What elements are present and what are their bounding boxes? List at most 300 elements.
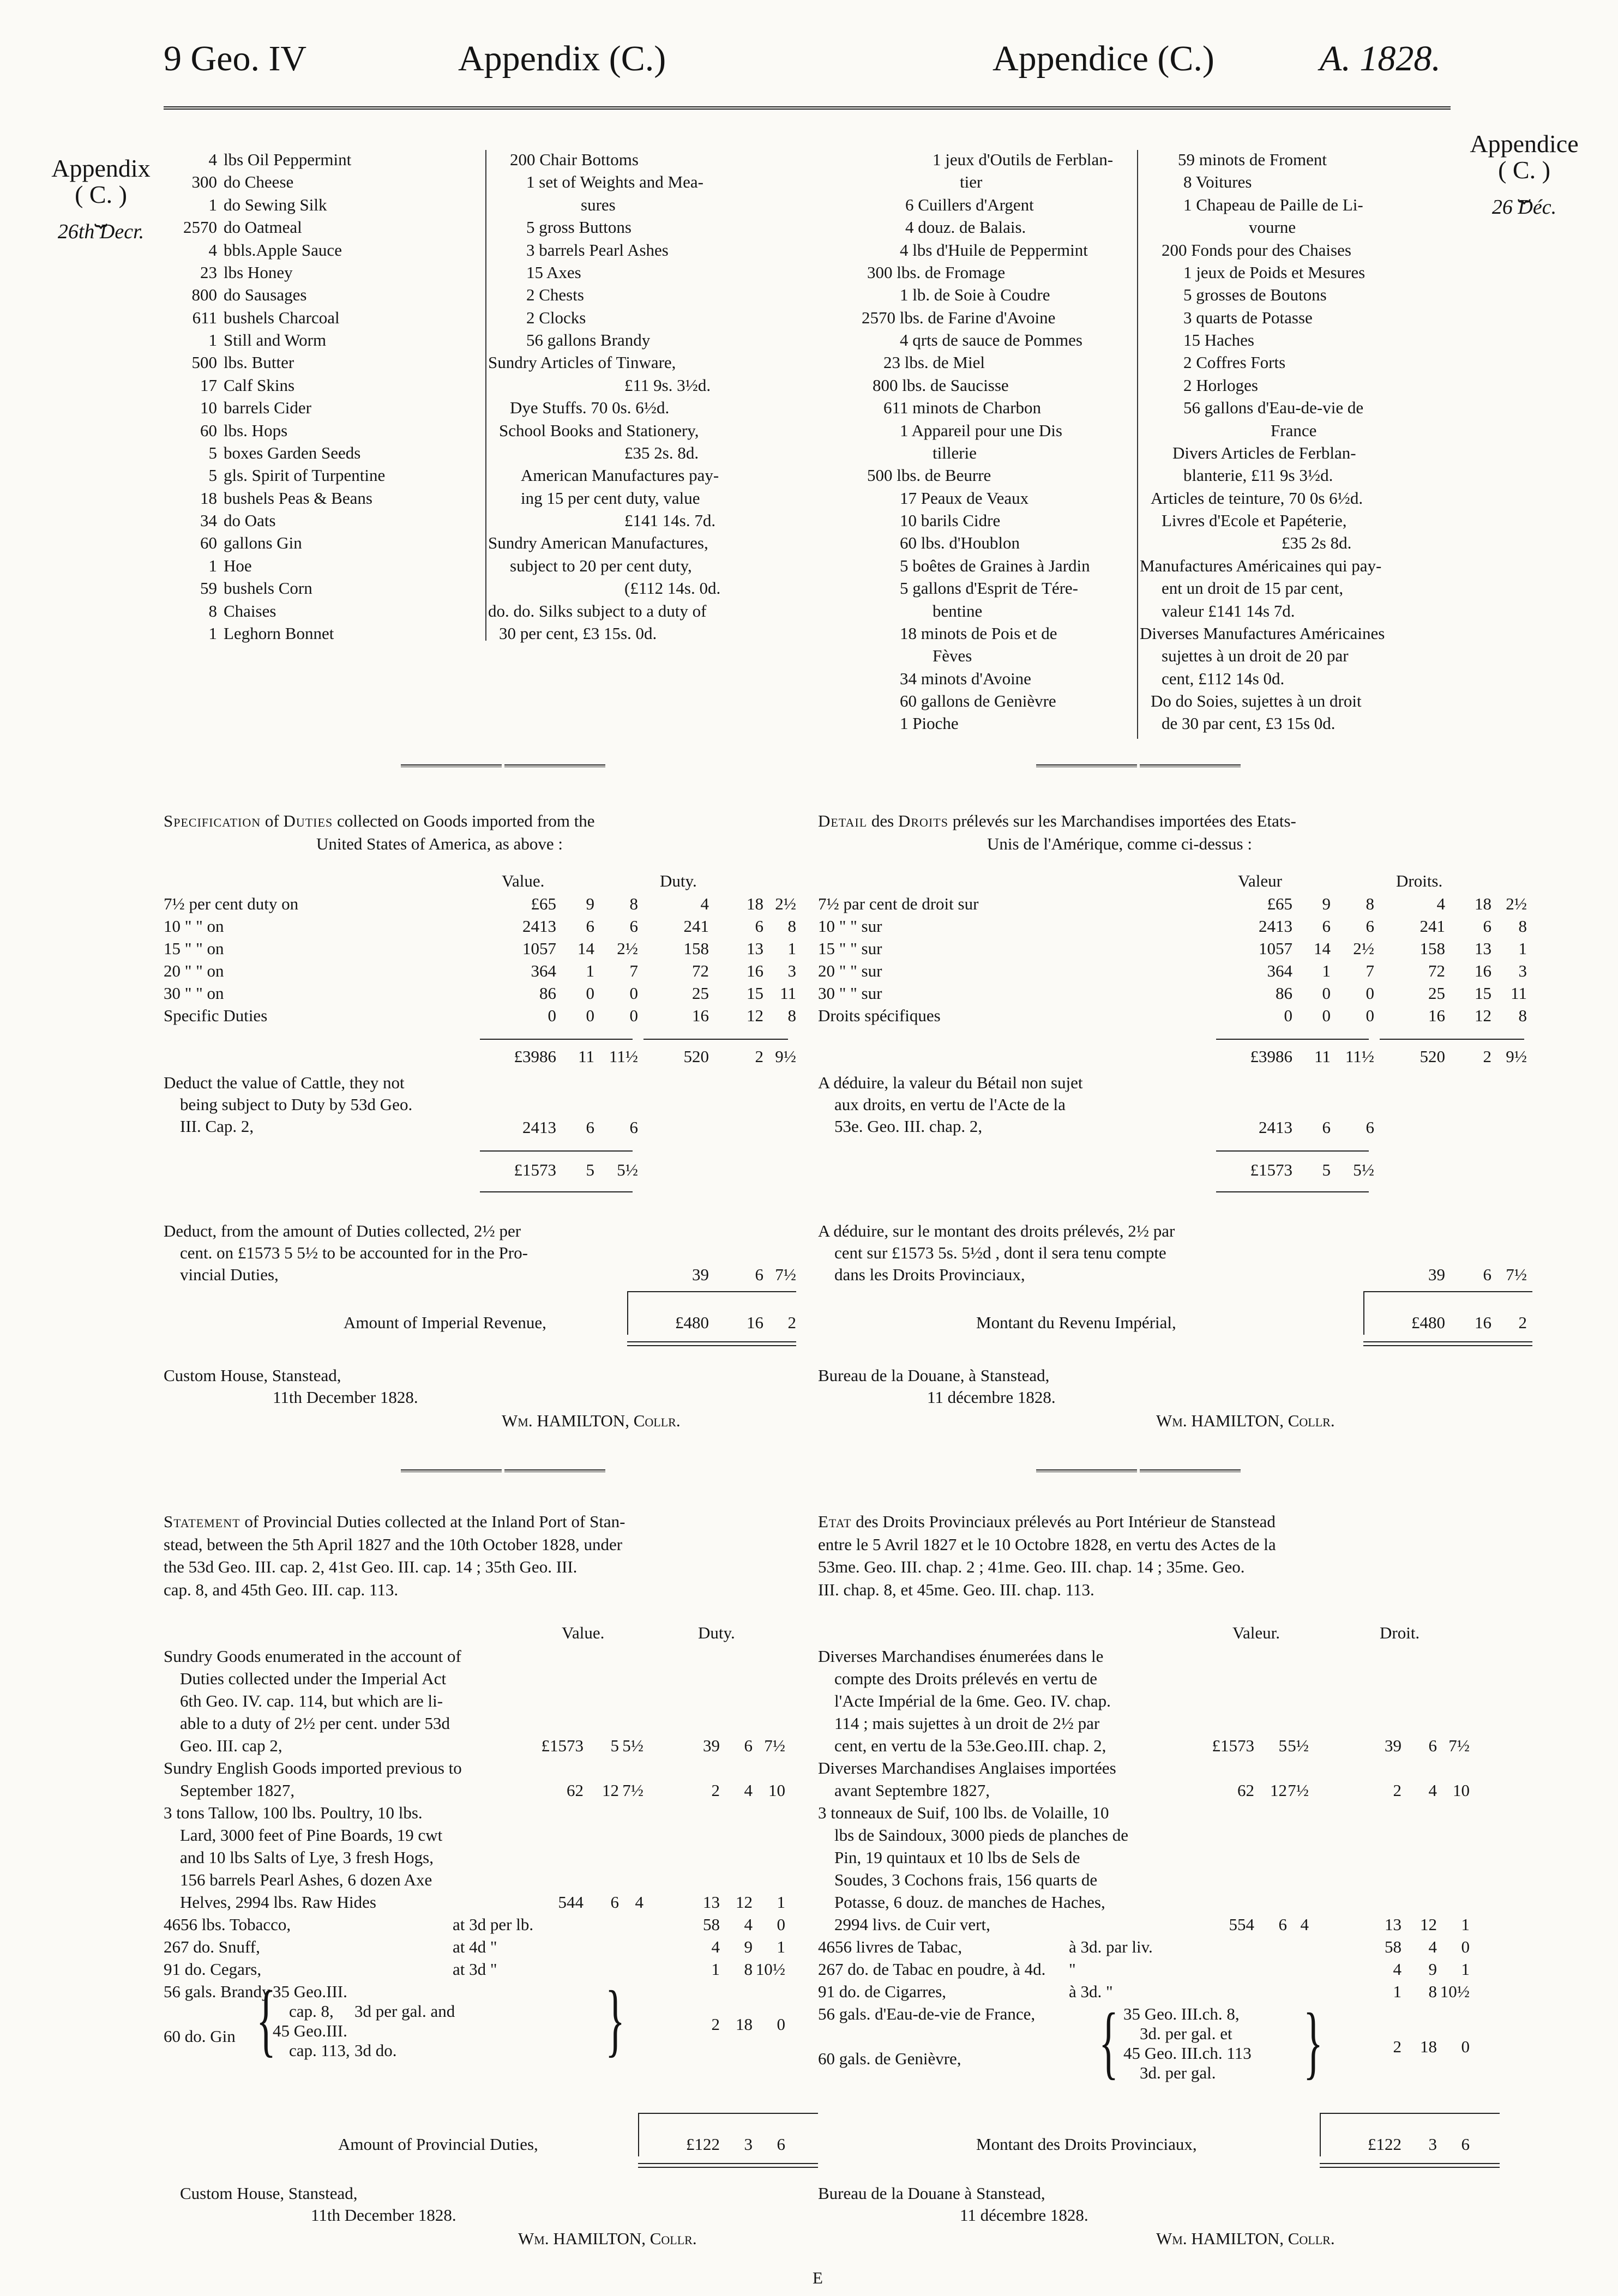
list-item: subject to 20 per cent duty, xyxy=(510,556,692,575)
sum-rule xyxy=(1363,1291,1532,1292)
brace-icon: { xyxy=(256,1974,276,2065)
list-item: 23 lbs. de Miel xyxy=(883,353,985,372)
tobacco-rate: at 3d per lb. xyxy=(453,1915,534,1934)
tobacco-item: 267 do. de Tabac en poudre, à 4d. xyxy=(818,1960,1046,1979)
spec-en-title-word: Specification xyxy=(164,811,261,830)
deduct-duties-line: vincial Duties, xyxy=(180,1265,279,1284)
value-cell: 6 xyxy=(610,1893,619,1912)
act-reference: 45 Geo.III. xyxy=(273,2021,347,2040)
duty-cell: 13 xyxy=(747,939,763,958)
list-item xyxy=(164,396,485,419)
sum-rule xyxy=(480,1150,633,1152)
item-description: boxes Garden Seeds xyxy=(224,443,361,462)
duty-cell: 9 xyxy=(1428,1960,1437,1979)
deduct-amount: 6 xyxy=(755,1265,763,1284)
margin-right-sub: ( C. ) xyxy=(1498,156,1550,184)
duty-cell: 13 xyxy=(703,1893,720,1912)
duty-cell: 4 xyxy=(1393,1960,1402,1979)
prov-fr-title xyxy=(818,1510,1456,1601)
imperial-amount: 2 xyxy=(1518,1313,1527,1332)
duty-cell: 1 xyxy=(787,939,796,958)
duty-cell: 12 xyxy=(1475,1006,1491,1025)
imperial-amount: 16 xyxy=(1475,1313,1491,1332)
spirits-item: 60 do. Gin xyxy=(164,2027,236,2046)
list-item xyxy=(164,306,485,329)
value-cell: 0 xyxy=(1366,984,1374,1003)
section-rule xyxy=(1140,764,1241,767)
value-cell: 9 xyxy=(586,894,594,913)
item-line: Diverses Marchandises énumerées dans le xyxy=(818,1647,1104,1666)
list-item: ing 15 per cent duty, value xyxy=(521,488,700,508)
value-cell: 86 xyxy=(539,984,556,1003)
act-reference: cap. 8, xyxy=(289,2002,334,2021)
duty-cell: 7½ xyxy=(1448,1736,1470,1755)
tobacco-rate: à 3d. " xyxy=(1069,1982,1113,2001)
sum-rule xyxy=(1320,2167,1500,2168)
spirits-item: 56 gals. d'Eau-de-vie de France, xyxy=(818,2004,1036,2023)
value-cell: 0 xyxy=(629,1006,638,1025)
list-item: ent un droit de 15 par cent, xyxy=(1162,578,1344,598)
provincial-total-label: Montant des Droits Provinciaux, xyxy=(976,2135,1197,2154)
value-cell: 5 xyxy=(610,1736,619,1755)
list-item: 18 minots de Pois et de xyxy=(900,623,1057,643)
value-cell: 5½ xyxy=(622,1736,643,1755)
list-item: 1 jeux de Poids et Mesures xyxy=(1183,262,1366,282)
list-item: 30 per cent, £3 15s. 0d. xyxy=(499,623,657,643)
net-value: £1573 xyxy=(1250,1160,1292,1179)
duty-cell: 18 xyxy=(747,894,763,913)
provincial-total: £122 xyxy=(686,2135,720,2154)
list-item: 500 lbs. de Beurre xyxy=(867,466,991,485)
list-item: Divers Articles de Ferblan- xyxy=(1172,443,1356,462)
tobacco-item: 91 do. de Cigarres, xyxy=(818,1982,947,2001)
list-item: tier xyxy=(960,172,983,192)
list-item: 5 boêtes de Graines à Jardin xyxy=(900,556,1090,575)
total-value: 11½ xyxy=(1345,1047,1374,1066)
column-header-duty: Droit. xyxy=(1380,1623,1420,1642)
duty-cell: 39 xyxy=(703,1736,720,1755)
list-item xyxy=(164,239,485,261)
duty-cell: 4 xyxy=(1428,1781,1437,1800)
duty-cell: 1 xyxy=(777,1937,785,1956)
value-cell: 1057 xyxy=(1259,939,1292,958)
item-quantity: 4 xyxy=(208,150,217,169)
list-item: £35 2s 8d. xyxy=(1282,533,1352,553)
list-item: (£112 14s. 0d. xyxy=(624,578,721,598)
list-item xyxy=(164,532,485,554)
spec-en-title-duties: Duties xyxy=(283,811,333,830)
header-appendix-en: Appendix (C.) xyxy=(458,39,666,79)
list-item: 5 grosses de Boutons xyxy=(1183,285,1327,305)
total-value: £3986 xyxy=(514,1047,556,1066)
cattle-value: 6 xyxy=(629,1118,638,1137)
value-cell: 62 xyxy=(567,1781,584,1800)
duty-cell: 12 xyxy=(1420,1915,1437,1934)
item-quantity: 17 xyxy=(200,375,217,395)
deduct-duties-line: Deduct, from the amount of Duties collected, 2½ per xyxy=(164,1221,521,1240)
running-header xyxy=(164,38,1451,87)
item-line: Potasse, 6 douz. de manches de Haches, xyxy=(834,1893,1105,1912)
prov-fr-title-line: 53me. Geo. III. chap. 2 ; 41me. Geo. III. chap. 14 ; 35me. Geo. xyxy=(818,1557,1245,1577)
item-line: Sundry English Goods imported previous to xyxy=(164,1758,462,1777)
item-quantity: 1 xyxy=(208,330,217,349)
imperial-revenue-label: Amount of Imperial Revenue, xyxy=(344,1313,546,1332)
deduct-cattle-line: aux droits, en vertu de l'Acte de la xyxy=(834,1095,1066,1114)
sum-rule xyxy=(1320,2163,1500,2164)
sum-rule xyxy=(627,1291,796,1292)
duty-cell: 6 xyxy=(755,917,763,936)
list-item: valeur £141 14s 7d. xyxy=(1162,601,1295,620)
list-item: 1 Appareil pour une Dis xyxy=(900,420,1062,440)
prov-en-title-line: the 53d Geo. III. cap. 2, 41st Geo. III. cap. 14 ; 35th Geo. III. xyxy=(164,1557,578,1577)
value-cell: 12 xyxy=(1270,1781,1287,1800)
duty-cell: 241 xyxy=(1419,917,1445,936)
deduct-cattle-line: 53e. Geo. III. chap. 2, xyxy=(834,1117,983,1136)
act-reference: cap. 113, xyxy=(289,2041,350,2060)
total-duty: 9½ xyxy=(1506,1047,1527,1066)
provincial-total: 3 xyxy=(1428,2135,1437,2154)
section-rule xyxy=(1036,764,1137,767)
collector-signature: Wm. HAMILTON, Collr. xyxy=(1156,2229,1335,2248)
collector-signature: Wm. HAMILTON, Collr. xyxy=(1156,1411,1335,1430)
column-header-value: Valeur xyxy=(1238,871,1282,890)
tobacco-item: 267 do. Snuff, xyxy=(164,1937,260,1956)
duty-cell: 6 xyxy=(744,1736,753,1755)
value-cell: 6 xyxy=(629,917,638,936)
duty-cell: 25 xyxy=(692,984,709,1003)
value-cell: 5½ xyxy=(1288,1736,1309,1755)
duty-cell: 4 xyxy=(1428,1937,1437,1956)
deduct-amount: 39 xyxy=(1428,1265,1445,1284)
rate-label: 15 " " sur xyxy=(818,939,882,958)
column-header-value: Value. xyxy=(562,1623,605,1642)
item-quantity: 800 xyxy=(191,285,217,305)
duty-cell: 11 xyxy=(1511,984,1527,1003)
deduct-duties-line: dans les Droits Provinciaux, xyxy=(834,1265,1025,1284)
value-cell: 364 xyxy=(531,961,556,980)
spec-en-title-of: of xyxy=(264,811,279,830)
duty-cell: 1 xyxy=(1393,1982,1402,2001)
list-item: School Books and Stationery, xyxy=(499,420,699,440)
item-quantity: 5 xyxy=(208,466,217,485)
column-divider xyxy=(485,150,486,641)
act-reference: 3d. per gal. et xyxy=(1140,2024,1232,2043)
item-quantity: 10 xyxy=(200,398,217,418)
list-item: 611 minots de Charbon xyxy=(883,398,1042,418)
list-item: 2 Coffres Forts xyxy=(1183,353,1286,372)
duty-cell: 15 xyxy=(1475,984,1491,1003)
duty-cell: 1 xyxy=(777,1893,785,1912)
imperial-amount: 16 xyxy=(747,1313,763,1332)
rate-label: 30 " " sur xyxy=(818,984,882,1003)
list-item xyxy=(164,464,485,486)
item-quantity: 18 xyxy=(200,488,217,508)
duty-cell: 4 xyxy=(744,1915,753,1934)
brace-icon: { xyxy=(1099,1997,1118,2087)
duty-cell: 18 xyxy=(736,2015,753,2034)
tobacco-rate: à 3d. par liv. xyxy=(1069,1937,1153,1956)
item-quantity: 500 xyxy=(191,353,217,372)
rate-label: Droits spécifiques xyxy=(818,1006,941,1025)
value-cell: 2413 xyxy=(1259,917,1292,936)
rate-label: 15 " " on xyxy=(164,939,224,958)
rate-label: 10 " " sur xyxy=(818,917,882,936)
item-quantity: 5 xyxy=(208,443,217,462)
list-item: France xyxy=(1271,420,1317,440)
rate-label: 7½ per cent duty on xyxy=(164,894,299,913)
column-header-value: Value. xyxy=(502,871,545,890)
list-item: 4 douz. de Balais. xyxy=(905,218,1026,237)
duty-cell: 18 xyxy=(1475,894,1491,913)
list-item: 15 Axes xyxy=(526,262,581,282)
duty-cell: 2 xyxy=(711,2015,720,2034)
duty-cell: 12 xyxy=(747,1006,763,1025)
value-cell: £65 xyxy=(1267,894,1292,913)
cattle-value: 2413 xyxy=(1259,1118,1292,1137)
duty-cell: 16 xyxy=(692,1006,709,1025)
sum-rule xyxy=(1363,1341,1532,1342)
list-item xyxy=(164,329,485,351)
sum-rule xyxy=(480,1191,633,1192)
column-header-duty: Duty. xyxy=(698,1623,735,1642)
value-cell: 0 xyxy=(548,1006,556,1025)
prov-en-title-line: of Provincial Duties collected at the Inland Port of Stan- xyxy=(244,1512,625,1531)
item-line: l'Acte Impérial de la 6me. Geo. IV. chap. xyxy=(834,1691,1111,1710)
brace-ornament: ⏟ xyxy=(94,202,107,227)
item-description: lbs Oil Peppermint xyxy=(224,150,352,169)
column-header-duty: Duty. xyxy=(660,871,697,890)
item-description: bushels Peas & Beans xyxy=(224,488,372,508)
total-value: 11 xyxy=(578,1047,594,1066)
item-line: Diverses Marchandises Anglaises importées xyxy=(818,1758,1116,1777)
value-cell: £1573 xyxy=(1212,1736,1254,1755)
cattle-value: 2413 xyxy=(522,1118,556,1137)
value-cell: 7½ xyxy=(622,1781,643,1800)
prov-en-title xyxy=(164,1510,802,1601)
list-item: 4 lbs d'Huile de Peppermint xyxy=(900,240,1088,260)
value-cell: 554 xyxy=(1229,1915,1254,1934)
sum-rule xyxy=(1216,1191,1369,1192)
item-description: do Sausages xyxy=(224,285,307,305)
sum-rule xyxy=(1320,2113,1500,2114)
list-item xyxy=(164,442,485,464)
duty-cell: 11 xyxy=(780,984,796,1003)
list-item: sujettes à un droit de 20 par xyxy=(1162,646,1349,666)
section-rule xyxy=(1036,1469,1137,1472)
act-reference: 45 Geo. III.ch. 113 xyxy=(1123,2044,1252,2063)
header-year: A. 1828. xyxy=(1320,39,1441,79)
imperial-amount: £480 xyxy=(675,1313,709,1332)
item-line: Helves, 2994 lbs. Raw Hides xyxy=(180,1893,376,1912)
list-item: American Manufactures pay- xyxy=(521,466,719,485)
item-description: Leghorn Bonnet xyxy=(224,623,334,643)
value-cell: £1573 xyxy=(541,1736,584,1755)
duty-cell: 16 xyxy=(747,961,763,980)
duty-cell: 4 xyxy=(744,1781,753,1800)
net-value: 5½ xyxy=(1353,1160,1374,1179)
item-line: lbs de Saindoux, 3000 pieds de planches de xyxy=(834,1825,1128,1845)
provincial-total: 6 xyxy=(1461,2135,1470,2154)
spec-fr-title-line1: prélevés sur les Marchandises importées des Etats- xyxy=(952,811,1296,830)
column-header-duty: Droits. xyxy=(1396,871,1443,890)
duty-cell: 0 xyxy=(777,1915,785,1934)
duty-cell: 241 xyxy=(683,917,709,936)
total-duty: 520 xyxy=(683,1047,709,1066)
brace-icon: } xyxy=(1303,1997,1323,2087)
item-quantity: 1 xyxy=(208,556,217,575)
list-item xyxy=(164,261,485,284)
imperial-amount: £480 xyxy=(1411,1313,1445,1332)
item-line: 156 barrels Pearl Ashes, 6 dozen Axe xyxy=(180,1870,432,1889)
duty-cell: 3 xyxy=(787,961,796,980)
duty-cell: 18 xyxy=(1420,2037,1437,2056)
deduct-duties-line: cent. on £1573 5 5½ to be accounted for in the Pro- xyxy=(180,1243,528,1262)
list-item: 1 Pioche xyxy=(900,714,959,733)
rate-label: 20 " " on xyxy=(164,961,224,980)
item-line: Pin, 19 quintaux et 10 lbs de Sels de xyxy=(834,1848,1080,1867)
spec-en-title-line1: collected on Goods imported from the xyxy=(336,811,595,830)
provincial-total: 6 xyxy=(777,2135,785,2154)
value-cell: 7 xyxy=(629,961,638,980)
value-cell: 0 xyxy=(586,984,594,1003)
signature-mark: E xyxy=(813,2268,823,2287)
imperial-revenue-label: Montant du Revenu Impérial, xyxy=(976,1313,1176,1332)
tobacco-rate: at 3d " xyxy=(453,1960,497,1979)
list-item: 10 barils Cidre xyxy=(900,511,1001,530)
list-item: 4 qrts de sauce de Pommes xyxy=(900,330,1082,349)
total-value: 11 xyxy=(1314,1047,1331,1066)
list-item: Diverses Manufactures Américaines xyxy=(1140,623,1385,643)
value-cell: 544 xyxy=(558,1893,584,1912)
section-rule xyxy=(401,1469,502,1472)
list-item: 1 lb. de Soie à Coudre xyxy=(900,285,1050,305)
value-cell: 12 xyxy=(602,1781,619,1800)
list-item: 2570 lbs. de Farine d'Avoine xyxy=(862,308,1056,327)
act-reference: 35 Geo.III. xyxy=(273,1982,347,2001)
list-item: 200 Chair Bottoms xyxy=(510,150,639,169)
goods-list-fr-2 xyxy=(1140,148,1451,735)
value-cell: 14 xyxy=(1314,939,1331,958)
cattle-value: 6 xyxy=(1322,1118,1331,1137)
item-quantity: 60 xyxy=(200,533,217,553)
value-cell: 2½ xyxy=(1353,939,1374,958)
prov-fr-title-word: Etat xyxy=(818,1512,852,1531)
item-description: Chaises xyxy=(224,601,276,620)
item-line: 3 tonneaux de Suif, 100 lbs. de Volaille, 10 xyxy=(818,1803,1109,1822)
sum-rule xyxy=(480,1039,633,1040)
item-description: gallons Gin xyxy=(224,533,302,553)
duty-cell: 2 xyxy=(1393,1781,1402,1800)
prov-en-title-word: Statement xyxy=(164,1512,240,1531)
value-cell: 6 xyxy=(1278,1915,1287,1934)
deduct-amount: 6 xyxy=(1483,1265,1491,1284)
list-item: 60 lbs. d'Houblon xyxy=(900,533,1020,553)
collector-signature: Wm. HAMILTON, Collr. xyxy=(518,2229,697,2248)
list-item: do. do. Silks subject to a duty of xyxy=(488,601,707,620)
value-cell: 62 xyxy=(1237,1781,1254,1800)
sum-rule xyxy=(638,2163,818,2164)
deduct-duties-line: cent sur £1573 5s. 5½d , dont il sera tenu compte xyxy=(834,1243,1166,1262)
item-description: bbls.Apple Sauce xyxy=(224,240,342,260)
item-line: Soudes, 3 Cochons frais, 156 quarts de xyxy=(834,1870,1098,1889)
net-value: £1573 xyxy=(514,1160,556,1179)
duty-cell: 0 xyxy=(777,2015,785,2034)
duty-cell: 13 xyxy=(1385,1915,1402,1934)
value-cell: 6 xyxy=(1322,917,1331,936)
duty-cell: 0 xyxy=(1461,1937,1470,1956)
list-item xyxy=(164,419,485,442)
item-line: 3 tons Tallow, 100 lbs. Poultry, 10 lbs. xyxy=(164,1803,423,1822)
list-item: 59 minots de Froment xyxy=(1178,150,1327,169)
item-line: Geo. III. cap 2, xyxy=(180,1736,282,1755)
duty-cell: 6 xyxy=(1483,917,1491,936)
rate-line: 3d per gal. and xyxy=(354,2002,455,2021)
column-header-value: Valeur. xyxy=(1232,1623,1280,1642)
list-item: Manufactures Américaines qui pay- xyxy=(1140,556,1382,575)
place-line: Custom House, Stanstead, xyxy=(180,2184,358,2203)
date-line: 11 décembre 1828. xyxy=(927,1388,1056,1407)
item-line: compte des Droits prélevés en vertu de xyxy=(834,1669,1098,1688)
duty-cell: 8 xyxy=(787,917,796,936)
list-item: sures xyxy=(581,195,616,214)
duty-cell: 15 xyxy=(747,984,763,1003)
value-cell: 14 xyxy=(578,939,594,958)
item-quantity: 1 xyxy=(208,623,217,643)
list-item: 15 Haches xyxy=(1183,330,1254,349)
total-value: 11½ xyxy=(609,1047,638,1066)
item-quantity: 34 xyxy=(200,511,217,530)
prov-en-title-line: stead, between the 5th April 1827 and the 10th October 1828, under xyxy=(164,1534,623,1554)
list-item: 1 jeux d'Outils de Ferblan- xyxy=(933,150,1114,169)
net-value: 5 xyxy=(586,1160,594,1179)
margin-left-title: Appendix xyxy=(51,154,151,182)
item-line: 6th Geo. IV. cap. 114, but which are li- xyxy=(180,1691,443,1710)
total-duty: 9½ xyxy=(775,1047,796,1066)
item-description: lbs. Hops xyxy=(224,420,288,440)
tobacco-item: 4656 livres de Tabac, xyxy=(818,1937,963,1956)
item-description: Calf Skins xyxy=(224,375,295,395)
provincial-total-label: Amount of Provincial Duties, xyxy=(338,2135,538,2154)
value-cell: 0 xyxy=(1366,1006,1374,1025)
duty-cell: 6 xyxy=(1428,1736,1437,1755)
item-line: 2994 livs. de Cuir vert, xyxy=(834,1915,990,1934)
list-item: £11 9s. 3½d. xyxy=(624,375,711,395)
margin-left-date: 26th Decr. xyxy=(57,220,145,243)
duty-cell: 1 xyxy=(1518,939,1527,958)
list-item: 2 Horloges xyxy=(1183,375,1258,395)
item-description: Hoe xyxy=(224,556,252,575)
spirits-item: 60 gals. de Genièvre, xyxy=(818,2049,961,2068)
item-line: able to a duty of 2½ per cent. under 53d xyxy=(180,1714,450,1733)
list-item: 34 minots d'Avoine xyxy=(900,668,1031,688)
date-line: 11th December 1828. xyxy=(273,1388,418,1407)
rate-label: 7½ par cent de droit sur xyxy=(818,894,979,913)
value-cell: 1 xyxy=(1322,961,1331,980)
list-item: Livres d'Ecole et Papéterie, xyxy=(1162,511,1347,530)
value-cell: 7 xyxy=(1366,961,1374,980)
spec-en-title xyxy=(164,810,802,855)
act-reference: 35 Geo. III.ch. 8, xyxy=(1123,2004,1240,2023)
duty-cell: 2 xyxy=(711,1781,720,1800)
list-item xyxy=(164,600,485,622)
margin-note-right xyxy=(1461,131,1587,218)
brace-icon: } xyxy=(605,1974,625,2065)
list-item: bentine xyxy=(933,601,983,620)
item-description: bushels Corn xyxy=(224,578,312,598)
header-rule xyxy=(164,106,1451,110)
total-duty: 2 xyxy=(755,1047,763,1066)
item-line: cent, en vertu de la 53e.Geo.III. chap. 2, xyxy=(834,1736,1106,1755)
